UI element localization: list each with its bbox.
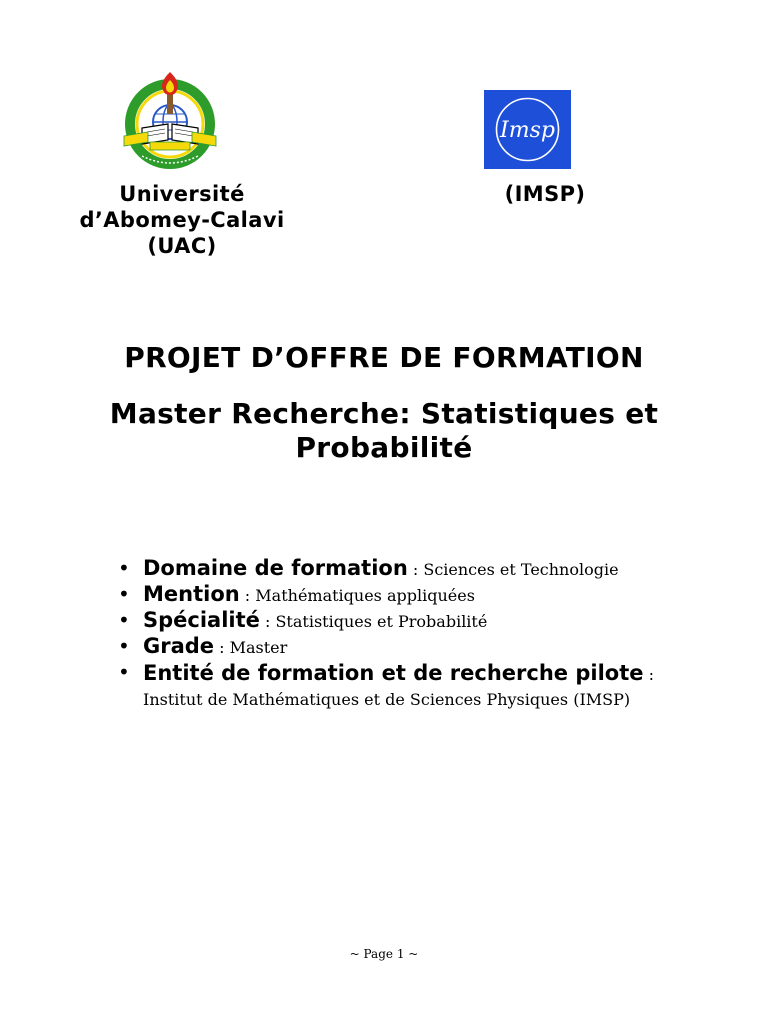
item-term: Grade	[143, 634, 215, 658]
item-value: : Mathématiques appliquées	[239, 586, 475, 605]
item-value: : Sciences et Technologie	[407, 560, 619, 579]
list-item	[118, 660, 698, 712]
list-item	[118, 608, 698, 634]
bullet-icon: •	[118, 556, 130, 580]
item-term: Spécialité	[143, 608, 260, 632]
bullet-icon: •	[118, 660, 130, 684]
list-item	[118, 634, 698, 660]
university-seal-icon	[120, 70, 220, 166]
imsp-logo-text: Imsp	[500, 118, 555, 143]
item-term: Domaine de formation	[143, 556, 408, 580]
list-item	[118, 556, 698, 582]
item-term: Entité de formation et de recherche pilote	[143, 661, 644, 685]
item-value: : Institut de Mathématiques et de Sciences Physiques (IMSP)	[143, 665, 654, 709]
item-value: : Master	[214, 638, 288, 657]
uac-logo	[120, 70, 220, 166]
item-term: Mention	[143, 582, 240, 606]
page-subtitle: Master Recherche: Statistiques et Probabilité	[109, 397, 659, 464]
list-item	[118, 582, 698, 608]
page-number: ~ Page 1 ~	[349, 947, 419, 961]
uac-name: Université d’Abomey-Calavi (UAC)	[79, 182, 285, 258]
info-list	[118, 556, 698, 712]
imsp-logo	[484, 90, 571, 169]
bullet-icon: •	[118, 582, 130, 606]
item-value: : Statistiques et Probabilité	[259, 612, 488, 631]
bullet-icon: •	[118, 634, 130, 658]
imsp-logo-icon	[484, 90, 571, 169]
page-title: PROJET D’OFFRE DE FORMATION	[124, 341, 644, 374]
imsp-name: (IMSP)	[504, 182, 586, 206]
bullet-icon: •	[118, 608, 130, 632]
